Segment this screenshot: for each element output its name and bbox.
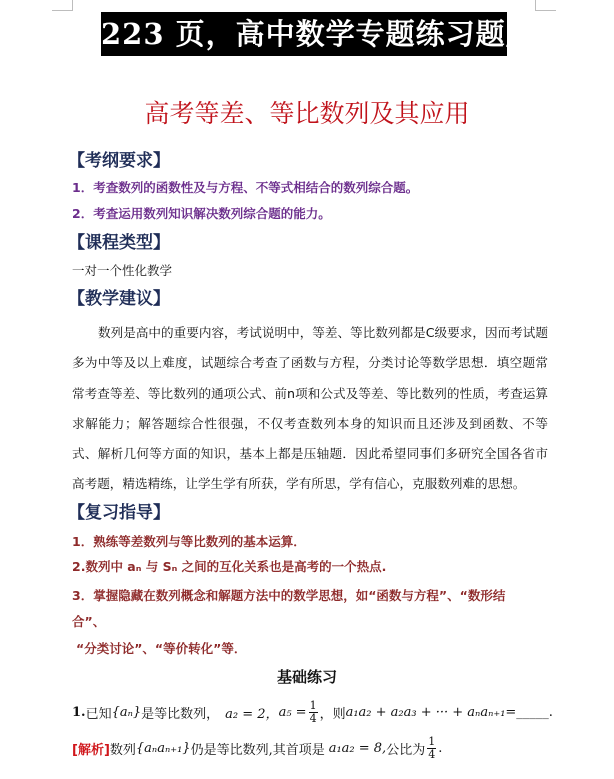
question-text-a: 已知 — [85, 707, 112, 722]
document-title: 高考等差、等比数列及其应用 — [144, 99, 470, 128]
section-heading-teaching-advice: 【教学建议】 — [68, 289, 170, 309]
crop-mark-top-right — [535, 0, 556, 11]
solution-text-b: 仍是等比数列,其首项是 — [190, 743, 325, 758]
question-number: 1. — [72, 705, 86, 720]
first-term: a₁a₂ = 8, — [328, 741, 387, 756]
section-heading-review-guidance: 【复习指导】 — [68, 503, 170, 523]
solution-end: . — [438, 741, 443, 756]
fraction-one-quarter: $\frac{1}{4}$ — [309, 699, 317, 725]
sequence-set: {aₙ} — [111, 705, 142, 720]
section-heading-course-type: 【课程类型】 — [68, 233, 170, 253]
answer-blank: =_____. — [505, 705, 553, 720]
condition-a2: a₂ = 2， — [225, 707, 279, 722]
review-item-3-cont: 合”、 — [72, 614, 106, 629]
review-item-3: 3．掌握隐藏在数列概念和解题方法中的数学思想，如“函数与方程”、“数形结 — [72, 588, 506, 603]
solution-1 — [72, 736, 442, 761]
course-type-text: 一对一个性化教学 — [72, 263, 173, 278]
question-text-c: ，则 — [319, 707, 346, 722]
solution-tag: [解析] — [72, 743, 110, 758]
crop-mark-top-left — [52, 0, 73, 11]
question-1 — [72, 700, 553, 725]
solution-text-c: 公比为 — [386, 743, 426, 758]
teaching-advice-paragraph: 数列是高中的重要内容，考试说明中，等差、等比数列都是C级要求，因而考试题多为中等及以上难度，试题综合考查了函数与方程，分类讨论等数学思想．填空题常常考查等差、等比数列的通项公式、前n项和公式及等差、等比数列的性质，考查运算求解能力；解答题综合性很强，不仅考查数列本身的知识而且还涉及到函数、不等式、解析几何等方面的知识，基本上都是压轴题．因此希望同事们多研究全国各省市高考题，精选精练，让学生学有所获，学有所思，学有信心，克服数列难的思想。 — [72, 325, 548, 492]
product-sequence-set: {aₙaₙ₊₁} — [135, 741, 191, 756]
sum-expression: a₁a₂ + a₂a₃ + ··· + aₙaₙ₊₁ — [345, 705, 506, 720]
section-heading-exam-requirements: 【考纲要求】 — [68, 151, 170, 171]
question-text-b: 是等比数列， — [141, 707, 220, 722]
review-item-2: 2.数列中 aₙ 与 Sₙ 之间的互化关系也是高考的一个热点. — [72, 559, 387, 574]
requirement-item-1: 1．考查数列的函数性及与方程、不等式相结合的数列综合题。 — [72, 180, 419, 195]
requirement-item-2: 2．考查运用数列知识解决数列综合题的能力。 — [72, 206, 331, 221]
page-banner: 223 页，高中数学专题练习题库 — [101, 12, 507, 56]
review-item-1: 1．熟练等差数列与等比数列的基本运算． — [72, 534, 306, 549]
condition-a5: a₅ = — [278, 705, 307, 720]
solution-text-a: 数列 — [109, 743, 136, 758]
review-item-3-cont2: “分类讨论”、“等价转化”等． — [76, 641, 247, 656]
ratio-fraction: $\frac{1}{4}$ — [428, 735, 436, 761]
exercise-title: 基础练习 — [276, 668, 337, 686]
